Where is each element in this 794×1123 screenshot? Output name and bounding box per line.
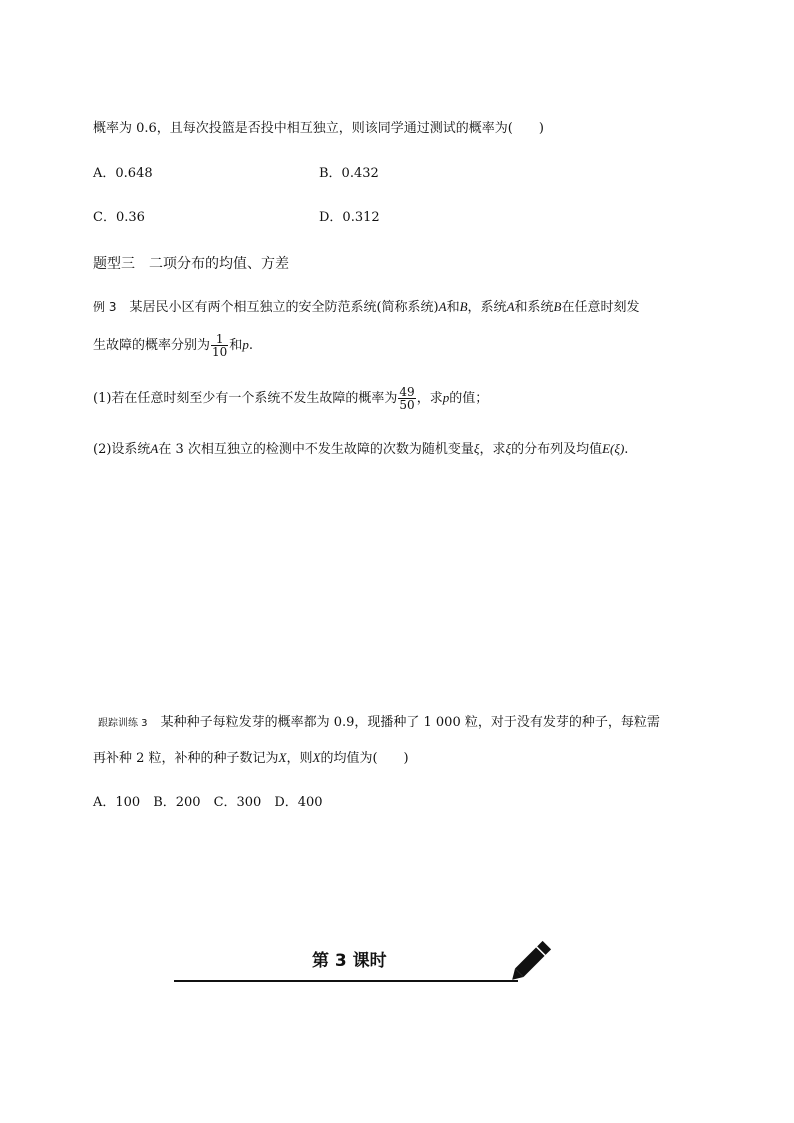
fraction-denominator: 10 — [212, 345, 228, 359]
training-label: 跟踪训练 3 — [98, 718, 148, 729]
part-text: (1)若在任意时刻至少有一个系统不发生故障的概率为 — [93, 391, 398, 406]
var-a: A — [506, 299, 515, 314]
expectation: E(ξ) — [602, 441, 625, 456]
example-part-2 — [93, 440, 628, 459]
var-x: X — [312, 750, 321, 765]
example-text: 在任意时刻发 — [561, 300, 640, 315]
example-text: 和 — [446, 300, 460, 315]
part-text: ，求 — [416, 391, 443, 406]
lesson-title: 第 3 课时 — [312, 951, 387, 971]
fraction-numerator: 49 — [399, 385, 415, 399]
var-xi: ξ — [473, 441, 480, 456]
question-continuation: 概率为 0.6，且每次投篮是否投中相互独立，则该同学通过测试的概率为( ) — [93, 121, 544, 136]
example-text: 和 — [229, 338, 243, 353]
part-text: 的值； — [449, 391, 489, 406]
training-text: 某种种子每粒发芽的概率都为 0.9，现播种了 1 000 粒，对于没有发芽的种子，每粒需 — [160, 715, 660, 730]
training-line-2 — [93, 749, 409, 768]
option-a: A．0.648 — [93, 166, 153, 181]
var-xi: ξ — [505, 441, 512, 456]
pencil-icon — [504, 932, 560, 988]
fraction-numerator: 1 — [215, 332, 224, 346]
fraction-denominator: 50 — [399, 398, 415, 412]
part-text: 在 3 次相互独立的检测中不发生故障的次数为随机变量 — [158, 442, 474, 457]
training-text: 再补种 2 粒，补种的种子数记为 — [93, 751, 279, 766]
section-heading: 题型三 二项分布的均值、方差 — [93, 256, 289, 272]
training-text: ，则 — [286, 751, 313, 766]
var-b: B — [553, 299, 562, 314]
title-underline — [174, 980, 518, 982]
var-a: A — [438, 299, 447, 314]
var-p: p — [242, 337, 249, 352]
var-p: p — [442, 390, 450, 405]
var-b: B — [459, 299, 468, 314]
option-b: B．0.432 — [319, 166, 379, 181]
example-line-2 — [93, 330, 253, 361]
example-text: ，系统 — [467, 300, 507, 315]
part-text: ，求 — [479, 442, 506, 457]
training-line-1 — [98, 714, 660, 733]
var-x: X — [278, 750, 287, 765]
example-text: 生故障的概率分别为 — [93, 338, 211, 353]
example-label: 例 3 — [93, 300, 117, 314]
fraction-1-10 — [211, 333, 228, 358]
part-text: 的分布列及均值 — [511, 442, 603, 457]
example-part-1 — [93, 383, 488, 414]
part-text: (2)设系统 — [93, 442, 151, 457]
example-text: 和系统 — [514, 300, 554, 315]
part-text: . — [624, 442, 629, 457]
fraction-49-50 — [398, 386, 415, 411]
var-a: A — [150, 441, 159, 456]
option-d: D．0.312 — [319, 210, 380, 225]
training-options: A．100 B．200 C．300 D．400 — [93, 795, 323, 810]
training-text: 的均值为( ) — [320, 751, 409, 766]
example-text: . — [248, 338, 253, 353]
option-c: C．0.36 — [93, 210, 145, 225]
example-line-1 — [93, 298, 640, 317]
example-text: 某居民小区有两个相互独立的安全防范系统(简称系统) — [129, 300, 439, 315]
